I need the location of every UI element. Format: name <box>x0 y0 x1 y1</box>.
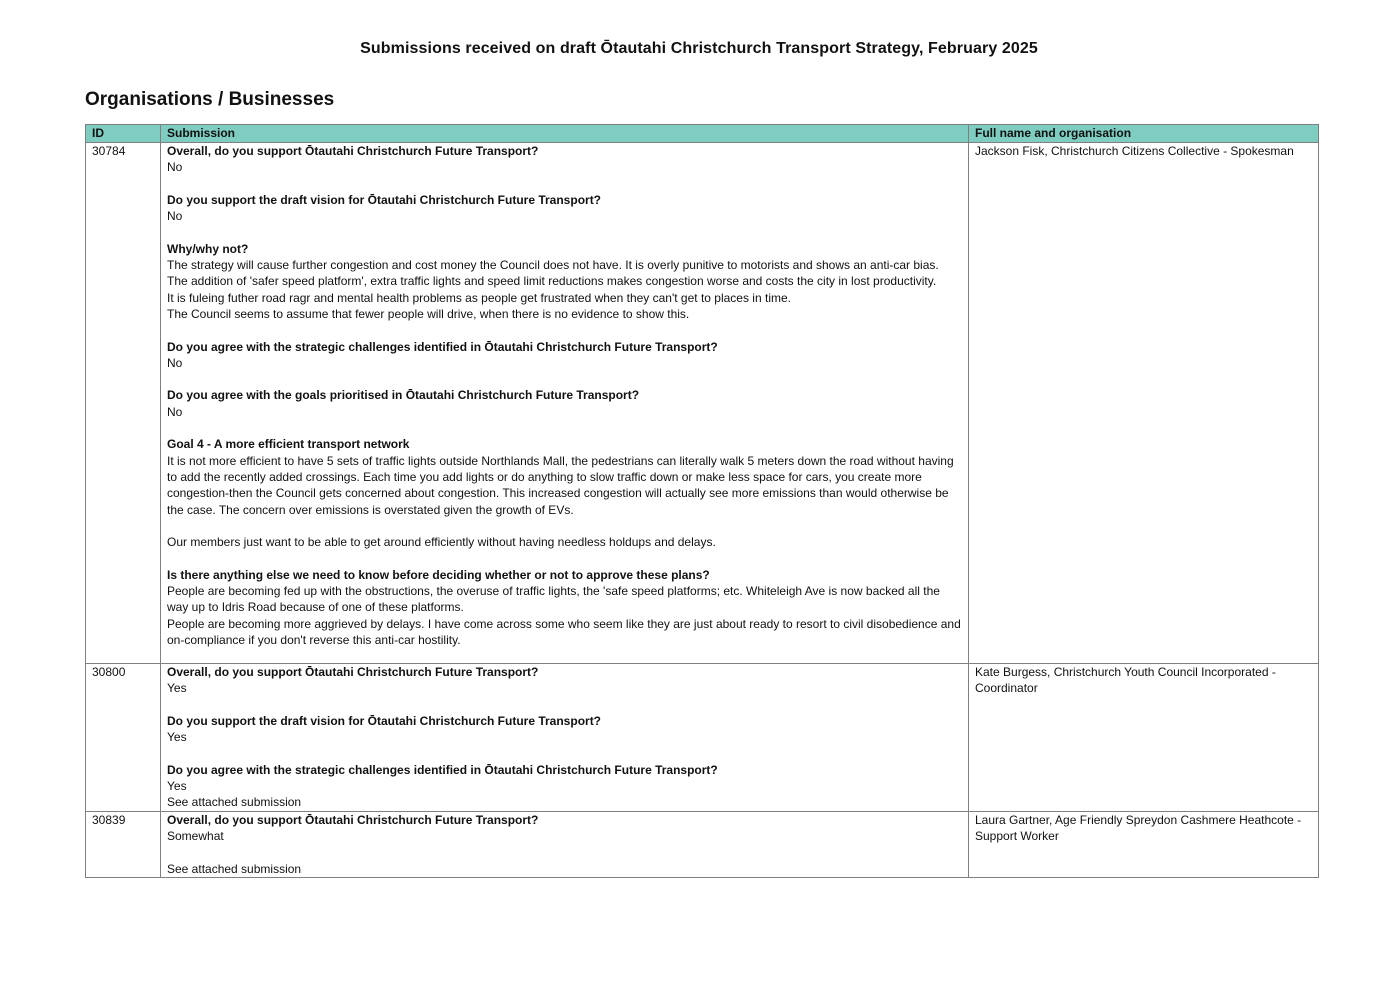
table-row <box>86 143 1319 664</box>
submitter-name: Kate Burgess, Christchurch Youth Council Incorporated - Coordinator <box>969 664 1319 812</box>
answer: Yes <box>167 779 187 794</box>
submitter-name: Laura Gartner, Age Friendly Spreydon Cashmere Heathcote - Support Worker <box>969 811 1319 877</box>
table-row <box>86 811 1319 877</box>
submissions-table <box>85 124 1319 878</box>
answer: People are becoming more aggrieved by delays. I have come across some who seem like they are just about ready to resort to civil disobedience and on-compliance if you don't reverse this anti-car hostility. <box>167 616 961 647</box>
submission-text <box>161 664 969 812</box>
question: Do you agree with the strategic challenges identified in Ōtautahi Christchurch Future Transport? <box>167 339 718 354</box>
answer: Yes <box>167 681 187 696</box>
answer: The Council seems to assume that fewer people will drive, when there is no evidence to show this. <box>167 306 690 321</box>
submission-id: 30800 <box>86 664 161 812</box>
document-title: Submissions received on draft Ōtautahi Christchurch Transport Strategy, February 2025 <box>360 40 1038 57</box>
submission-id: 30784 <box>86 143 161 664</box>
answer: Yes <box>167 730 187 745</box>
column-header-name: Full name and organisation <box>969 125 1319 143</box>
answer: Somewhat <box>167 828 224 843</box>
answer: No <box>167 404 183 419</box>
question: Do you agree with the goals prioritised in Ōtautahi Christchurch Future Transport? <box>167 388 640 403</box>
submission-id: 30839 <box>86 811 161 877</box>
question: Do you agree with the strategic challenges identified in Ōtautahi Christchurch Future Transport? <box>167 762 718 777</box>
question: Overall, do you support Ōtautahi Christchurch Future Transport? <box>167 812 539 827</box>
answer: No <box>167 355 183 370</box>
question: Overall, do you support Ōtautahi Christchurch Future Transport? <box>167 665 539 679</box>
question: Is there anything else we need to know before deciding whether or not to approve these plans? <box>167 567 710 582</box>
attachment-note: See attached submission <box>167 861 302 876</box>
question: Goal 4 - A more efficient transport network <box>167 437 410 452</box>
submitter-name: Jackson Fisk, Christchurch Citizens Collective - Spokesman <box>969 143 1319 664</box>
question: Do you support the draft vision for Ōtautahi Christchurch Future Transport? <box>167 713 602 728</box>
answer: It is fuleing futher road ragr and mental health problems as people get frustrated when they can't get to places in time. <box>167 290 791 305</box>
answer: No <box>167 209 183 224</box>
submission-text <box>161 811 969 877</box>
answer: No <box>167 160 183 175</box>
column-header-submission: Submission <box>161 125 969 143</box>
section-heading: Organisations / Businesses <box>85 89 335 110</box>
table-row <box>86 664 1319 812</box>
attachment-note: See attached submission <box>167 795 302 810</box>
question: Why/why not? <box>167 241 249 256</box>
answer: The addition of 'safer speed platform', extra traffic lights and speed limit reductions makes congestion worse and costs the city in lost productivity. <box>167 274 937 289</box>
question: Overall, do you support Ōtautahi Christchurch Future Transport? <box>167 144 539 158</box>
answer: The strategy will cause further congestion and cost money the Council does not have. It is overly punitive to motorists and shows an anti-car bias. <box>167 258 939 273</box>
table-header-row <box>86 125 1319 143</box>
answer: People are becoming fed up with the obstructions, the overuse of traffic lights, the 'safe speed platforms; etc. Whiteleigh Ave is now backed all the way up to Idris Road because of one of these platforms. <box>167 584 940 615</box>
question: Do you support the draft vision for Ōtautahi Christchurch Future Transport? <box>167 192 602 207</box>
submission-text <box>161 143 969 664</box>
answer: It is not more efficient to have 5 sets of traffic lights outside Northlands Mall, the pedestrians can literally walk 5 meters down the road without having to add the recently added crossings. Each time you add lights or do anything to slow traffic down or make less space for cars, you create more congestion-then the Council gets concerned about congestion. This increased congestion will actually see more emissions than would otherwise be the case. The concern over emissions is overstated given the growth of EVs. <box>167 453 954 517</box>
answer: Our members just want to be able to get around efficiently without having needless holdups and delays. <box>167 535 716 550</box>
column-header-id: ID <box>86 125 161 143</box>
